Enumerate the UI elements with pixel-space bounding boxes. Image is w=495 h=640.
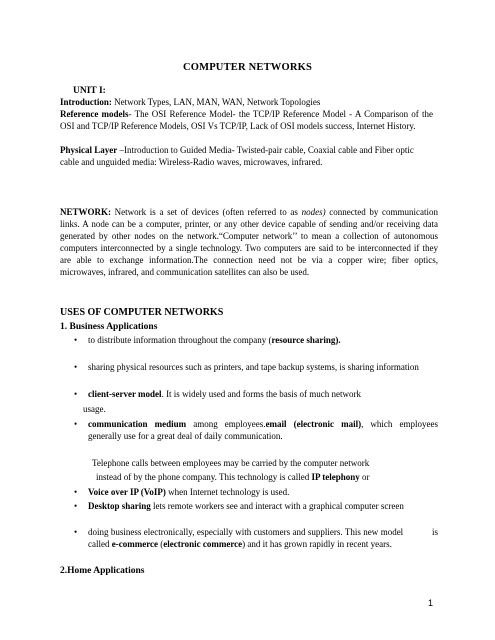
intro-label: Introduction:	[60, 97, 112, 107]
syllabus-physical-layer	[60, 145, 433, 168]
network-text-2: connected by communication links. A node can be a computer, printer, or any other device capable of sending and/or receiving data generated by other nodes on the network.“Computer network’’ to mean a collection of autonomous computers interconnected by a single technology. Two computers are said to be interconnected if they are able to exchange information.The connection need not be via a copper wire; fiber optics, microwaves, infrared, and communication satellites can also be used.	[60, 207, 438, 277]
bullet-resource-sharing	[74, 335, 438, 347]
bullet-bold: e-commerce	[111, 538, 159, 549]
telephone-line-2	[96, 471, 369, 483]
syllabus-reference-models	[60, 109, 433, 132]
telephone-text-end: or	[359, 472, 370, 482]
bullet-marker: •	[74, 419, 78, 429]
home-applications-heading: 2.Home Applications	[60, 566, 145, 576]
bullet-marker: •	[74, 501, 78, 511]
bullet-marker: •	[74, 389, 78, 399]
ref-text: - The OSI Reference Model- the TCP/IP Reference Model - A Comparison of the OSI and TCP/IP Reference Models, OSI Vs TCP/IP, Lack of OSI models success, Internet History.	[60, 109, 434, 131]
bullet-bold: electronic commerce	[163, 538, 243, 549]
bullet-bold: Desktop sharing	[88, 501, 151, 511]
uses-heading: USES OF COMPUTER NETWORKS	[60, 307, 224, 318]
bullet-bold: resource sharing).	[271, 335, 341, 345]
bullet-ecommerce	[74, 527, 441, 551]
network-text-1: Network is a set of devices (often referred to as	[111, 207, 302, 217]
unit-label: UNIT I:	[73, 86, 106, 96]
telephone-bold: IP telephony	[311, 472, 360, 482]
ref-label: Reference models	[60, 109, 129, 119]
bullet-bold: communication medium	[88, 419, 187, 429]
bullet-marker: •	[74, 487, 78, 497]
bullet-text: . It is widely used and forms the basis of much network	[161, 389, 362, 399]
bullet-text: doing business electronically, especially with customers and suppliers. This new model is called	[88, 527, 441, 549]
bullet-voip	[74, 487, 438, 499]
bullet-bold: email (electronic mail)	[265, 419, 362, 429]
phys-label: Physical Layer	[60, 145, 118, 155]
document-title: COMPUTER NETWORKS	[182, 62, 313, 73]
bullet-text: among employees.	[186, 419, 266, 429]
bullet-sharing-physical	[74, 362, 438, 374]
bullet-desktop-sharing	[74, 501, 438, 513]
syllabus-introduction	[60, 97, 433, 109]
bullet-text: lets remote workers see and interact with a graphical computer screen	[150, 501, 404, 511]
bullet-bold: Voice over IP (VoIP)	[88, 487, 166, 497]
bullet-text: , which employees generally use for a great deal of daily communication.	[88, 419, 439, 441]
bullet-text: to distribute information throughout the company (	[88, 335, 272, 345]
bullet-bold: client-server model	[88, 389, 162, 399]
bullet-text: when Internet technology is used.	[165, 487, 290, 497]
network-definition-paragraph	[60, 206, 438, 278]
bullet-communication-medium	[74, 419, 438, 443]
network-label: NETWORK:	[60, 207, 112, 217]
telephone-line-1: Telephone calls between employees may be carried by the computer network	[92, 458, 370, 468]
business-applications-heading: 1. Business Applications	[60, 322, 158, 332]
client-server-continuation: usage.	[83, 404, 106, 414]
bullet-marker: •	[74, 527, 78, 537]
telephone-text: instead of by the phone company. This technology is called	[96, 472, 312, 482]
page-number: 1	[428, 598, 434, 608]
intro-text: Network Types, LAN, MAN, WAN, Network Topologies	[111, 97, 321, 107]
phys-text: –Introduction to Guided Media- Twisted-pair cable, Coaxial cable and Fiber optic cable and unguided media: Wireless-Radio waves, microwaves, infrared.	[60, 145, 414, 167]
bullet-text: sharing physical resources such as printers, and tape backup systems, is sharing information	[88, 362, 419, 372]
bullet-marker: •	[74, 335, 78, 345]
bullet-marker: •	[74, 362, 78, 372]
network-italic-nodes: nodes)	[301, 207, 326, 217]
bullet-client-server	[74, 389, 438, 401]
bullet-text: ) and it has grown rapidly in recent years.	[242, 538, 392, 549]
bullet-text: (	[158, 538, 164, 549]
